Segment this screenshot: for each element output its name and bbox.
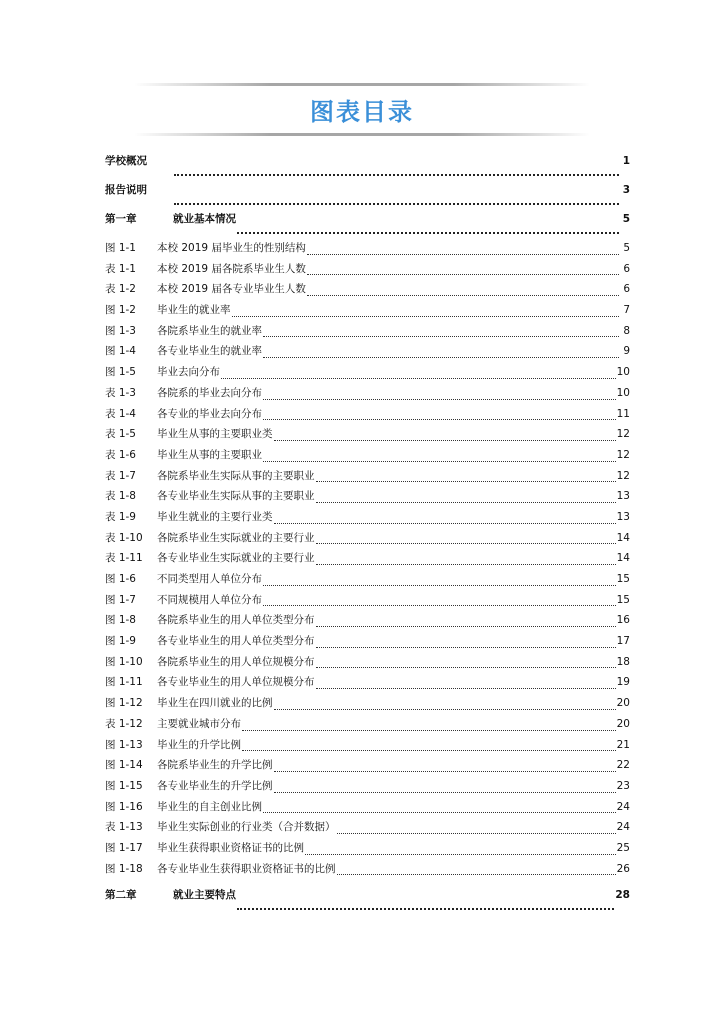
dot-leader bbox=[263, 398, 616, 400]
dot-leader bbox=[263, 811, 616, 813]
toc-entry[interactable] bbox=[105, 240, 630, 261]
entry-number: 第二章 bbox=[105, 889, 137, 902]
toc-heading-entry[interactable] bbox=[105, 887, 630, 916]
toc-entry[interactable] bbox=[105, 757, 630, 778]
entry-number: 图 1-18 bbox=[105, 862, 143, 875]
toc-entry[interactable] bbox=[105, 778, 630, 799]
page-number: 6 bbox=[623, 262, 630, 275]
entry-label: 毕业生的自主创业比例 bbox=[157, 800, 262, 813]
page-number: 5 bbox=[622, 213, 630, 225]
dot-leader bbox=[316, 542, 616, 544]
entry-label: 本校 2019 届各专业毕业生人数 bbox=[157, 283, 306, 296]
entry-number: 图 1-5 bbox=[105, 366, 136, 379]
toc-entry[interactable] bbox=[105, 468, 630, 489]
page-number: 14 bbox=[616, 531, 630, 544]
entry-label: 各专业毕业生的就业率 bbox=[157, 345, 262, 358]
toc-entry[interactable] bbox=[105, 302, 630, 323]
entry-number: 表 1-10 bbox=[105, 531, 143, 544]
dot-leader bbox=[221, 377, 616, 379]
entry-number: 表 1-11 bbox=[105, 552, 143, 565]
toc-entry[interactable] bbox=[105, 406, 630, 427]
entry-label: 各专业毕业生的升学比例 bbox=[157, 779, 273, 792]
dot-leader bbox=[316, 563, 616, 565]
entry-number: 图 1-1 bbox=[105, 242, 136, 254]
entry-label: 各专业毕业生的用人单位类型分布 bbox=[157, 635, 315, 648]
page-number: 15 bbox=[616, 593, 630, 606]
toc-entry[interactable] bbox=[105, 592, 630, 613]
dot-leader bbox=[174, 173, 619, 176]
toc-heading-entry[interactable] bbox=[105, 211, 630, 240]
page-number: 5 bbox=[623, 242, 630, 254]
toc-entry[interactable] bbox=[105, 737, 630, 758]
page-number: 13 bbox=[616, 510, 630, 523]
entry-number: 表 1-8 bbox=[105, 490, 136, 503]
toc-entry[interactable] bbox=[105, 861, 630, 882]
dot-leader bbox=[263, 418, 616, 420]
entry-number: 表 1-4 bbox=[105, 407, 136, 420]
page-number: 13 bbox=[616, 490, 630, 503]
toc-entry[interactable] bbox=[105, 633, 630, 654]
entry-number: 图 1-10 bbox=[105, 655, 143, 668]
entry-label: 各专业的毕业去向分布 bbox=[157, 407, 262, 420]
entry-label: 各院系毕业生实际从事的主要职业 bbox=[157, 469, 315, 482]
page-number: 7 bbox=[623, 304, 630, 317]
entry-label: 毕业生在四川就业的比例 bbox=[157, 697, 273, 710]
toc-entry[interactable] bbox=[105, 654, 630, 675]
dot-leader bbox=[307, 273, 619, 275]
page-number: 24 bbox=[616, 821, 630, 834]
dot-leader bbox=[305, 853, 616, 855]
entry-label: 各专业毕业生实际就业的主要行业 bbox=[157, 552, 315, 565]
toc-entry[interactable] bbox=[105, 571, 630, 592]
entry-label: 本校 2019 届各院系毕业生人数 bbox=[157, 262, 306, 275]
entry-number: 表 1-3 bbox=[105, 386, 136, 399]
page-number: 25 bbox=[616, 841, 630, 854]
dot-leader bbox=[242, 749, 616, 751]
entry-label: 毕业生的就业率 bbox=[157, 304, 231, 317]
page-number: 6 bbox=[623, 283, 630, 296]
toc-entry[interactable] bbox=[105, 819, 630, 840]
toc-entry[interactable] bbox=[105, 426, 630, 447]
entry-number: 图 1-14 bbox=[105, 759, 143, 772]
entry-number: 图 1-17 bbox=[105, 841, 143, 854]
page-number: 16 bbox=[616, 614, 630, 627]
dot-leader bbox=[316, 687, 616, 689]
dot-leader bbox=[274, 439, 616, 441]
toc-entry[interactable] bbox=[105, 385, 630, 406]
entry-label: 就业主要特点 bbox=[173, 889, 236, 902]
entry-label: 各专业毕业生的用人单位规模分布 bbox=[157, 676, 315, 689]
entry-label: 毕业生实际创业的行业类（合并数据） bbox=[157, 821, 336, 834]
entry-number: 表 1-5 bbox=[105, 428, 136, 441]
table-of-contents bbox=[105, 153, 630, 916]
toc-entry[interactable] bbox=[105, 550, 630, 571]
page-number: 15 bbox=[616, 573, 630, 585]
page-number: 1 bbox=[622, 155, 630, 167]
entry-number: 图 1-4 bbox=[105, 345, 136, 358]
page-number: 12 bbox=[616, 469, 630, 482]
toc-entry[interactable] bbox=[105, 343, 630, 364]
page-number: 28 bbox=[615, 889, 630, 902]
dot-leader bbox=[174, 202, 619, 205]
dot-leader bbox=[263, 335, 619, 337]
dot-leader bbox=[263, 584, 616, 586]
dot-leader bbox=[263, 356, 619, 358]
dot-leader bbox=[316, 480, 616, 482]
entry-number: 图 1-3 bbox=[105, 324, 136, 337]
dot-leader bbox=[337, 873, 616, 875]
entry-label: 各专业毕业生实际从事的主要职业 bbox=[157, 490, 315, 503]
entry-number: 图 1-11 bbox=[105, 676, 143, 689]
page-number: 23 bbox=[616, 779, 630, 792]
title-rule-bottom bbox=[134, 133, 590, 136]
toc-heading-entry[interactable] bbox=[105, 153, 630, 182]
toc-entry[interactable] bbox=[105, 716, 630, 737]
entry-number: 学校概况 bbox=[105, 155, 147, 167]
entry-number: 图 1-16 bbox=[105, 800, 143, 813]
page-number: 14 bbox=[616, 552, 630, 565]
entry-number: 表 1-2 bbox=[105, 283, 136, 296]
entry-label: 不同规模用人单位分布 bbox=[157, 593, 262, 606]
entry-label: 毕业生的升学比例 bbox=[157, 738, 241, 751]
entry-number: 图 1-7 bbox=[105, 593, 136, 606]
entry-number: 图 1-12 bbox=[105, 697, 143, 710]
page-number: 9 bbox=[623, 345, 630, 358]
entry-number: 表 1-12 bbox=[105, 717, 143, 730]
dot-leader bbox=[237, 231, 619, 234]
entry-number: 图 1-8 bbox=[105, 614, 136, 627]
toc-entry[interactable] bbox=[105, 612, 630, 633]
dot-leader bbox=[337, 832, 616, 834]
page-number: 17 bbox=[616, 635, 630, 648]
entry-label: 毕业生从事的主要职业 bbox=[157, 448, 262, 461]
page-number: 20 bbox=[616, 717, 630, 730]
toc-entry[interactable] bbox=[105, 323, 630, 344]
toc-entry[interactable] bbox=[105, 364, 630, 385]
entry-label: 主要就业城市分布 bbox=[157, 717, 241, 730]
toc-entry[interactable] bbox=[105, 509, 630, 530]
dot-leader bbox=[263, 460, 616, 462]
toc-entry[interactable] bbox=[105, 261, 630, 282]
entry-number: 表 1-9 bbox=[105, 510, 136, 523]
page-number: 19 bbox=[616, 676, 630, 689]
entry-number: 图 1-13 bbox=[105, 738, 143, 751]
toc-entry[interactable] bbox=[105, 840, 630, 861]
entry-number: 报告说明 bbox=[105, 184, 147, 196]
dot-leader bbox=[263, 604, 616, 606]
entry-number: 图 1-2 bbox=[105, 304, 136, 317]
toc-heading-entry[interactable] bbox=[105, 182, 630, 211]
entry-label: 本校 2019 届毕业生的性别结构 bbox=[157, 242, 306, 254]
dot-leader bbox=[232, 315, 620, 317]
title-rule-top bbox=[134, 83, 590, 86]
entry-number: 表 1-7 bbox=[105, 469, 136, 482]
page-number: 18 bbox=[616, 655, 630, 668]
dot-leader bbox=[274, 791, 616, 793]
entry-number: 表 1-1 bbox=[105, 262, 136, 275]
dot-leader bbox=[274, 522, 616, 524]
dot-leader bbox=[274, 770, 616, 772]
dot-leader bbox=[316, 646, 616, 648]
dot-leader bbox=[316, 501, 616, 503]
entry-number: 第一章 bbox=[105, 213, 137, 225]
entry-label: 毕业去向分布 bbox=[157, 366, 220, 379]
entry-label: 各院系毕业生的用人单位类型分布 bbox=[157, 614, 315, 627]
entry-label: 各院系毕业生的用人单位规模分布 bbox=[157, 655, 315, 668]
toc-entry[interactable] bbox=[105, 447, 630, 468]
toc-entry[interactable] bbox=[105, 674, 630, 695]
entry-label: 各院系毕业生的升学比例 bbox=[157, 759, 273, 772]
entry-label: 不同类型用人单位分布 bbox=[157, 573, 262, 585]
toc-entry[interactable] bbox=[105, 799, 630, 820]
toc-entry[interactable] bbox=[105, 530, 630, 551]
entry-label: 就业基本情况 bbox=[173, 213, 236, 225]
dot-leader bbox=[316, 625, 616, 627]
entry-number: 表 1-13 bbox=[105, 821, 143, 834]
dot-leader bbox=[316, 666, 616, 668]
entry-number: 表 1-6 bbox=[105, 448, 136, 461]
page-number: 11 bbox=[616, 407, 630, 420]
entry-number: 图 1-9 bbox=[105, 635, 136, 648]
dot-leader bbox=[274, 708, 616, 710]
toc-entry[interactable] bbox=[105, 695, 630, 716]
page-number: 21 bbox=[616, 738, 630, 751]
entry-label: 毕业生就业的主要行业类 bbox=[157, 510, 273, 523]
dot-leader bbox=[307, 294, 619, 296]
page-number: 20 bbox=[616, 697, 630, 710]
page-number: 24 bbox=[616, 800, 630, 813]
page-title: 图表目录 bbox=[310, 98, 414, 126]
dot-leader bbox=[242, 729, 616, 731]
entry-label: 各院系毕业生的就业率 bbox=[157, 324, 262, 337]
entry-number: 图 1-6 bbox=[105, 573, 136, 585]
page-number: 12 bbox=[616, 448, 630, 461]
page-number: 10 bbox=[616, 386, 630, 399]
entry-label: 各院系毕业生实际就业的主要行业 bbox=[157, 531, 315, 544]
page-number: 26 bbox=[616, 862, 630, 875]
entry-label: 毕业生从事的主要职业类 bbox=[157, 428, 273, 441]
entry-label: 各院系的毕业去向分布 bbox=[157, 386, 262, 399]
toc-entry[interactable] bbox=[105, 281, 630, 302]
entry-label: 各专业毕业生获得职业资格证书的比例 bbox=[157, 862, 336, 875]
entry-number: 图 1-15 bbox=[105, 779, 143, 792]
page-number: 8 bbox=[623, 324, 630, 337]
toc-entry[interactable] bbox=[105, 488, 630, 509]
entry-label: 毕业生获得职业资格证书的比例 bbox=[157, 841, 304, 854]
page-number: 10 bbox=[616, 366, 630, 379]
page-number: 12 bbox=[616, 428, 630, 441]
page-number: 3 bbox=[622, 184, 630, 196]
dot-leader bbox=[307, 253, 619, 255]
page-number: 22 bbox=[616, 759, 630, 772]
dot-leader bbox=[237, 907, 614, 910]
